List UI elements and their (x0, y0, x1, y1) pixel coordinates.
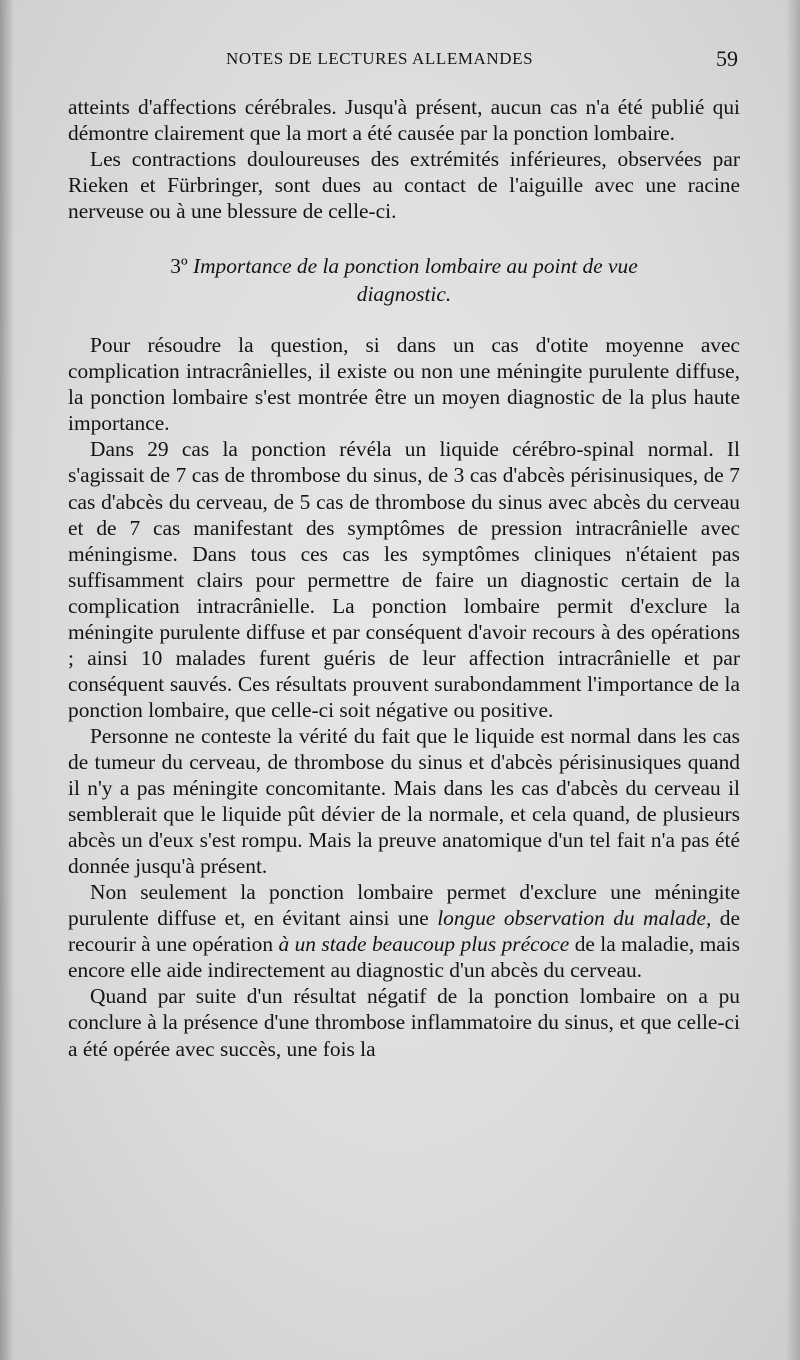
exclusion-emphasis-1: longue observation du malade, (437, 906, 712, 931)
paragraph-question: Pour résoudre la question, si dans un cas d'otite moyenne avec complication intracrânielles, il existe ou non une méningite purulente diffuse, la ponction lombaire s'est montrée être un moyen diagnostic de la plus haute importance. (68, 333, 740, 436)
section-title-line2: diagnostic. (356, 282, 452, 307)
paragraph-continuation: atteints d'affections cérébrales. Jusqu'à présent, aucun cas n'a été publié qui démontre clairement que la mort a été causée par la ponction lombaire. (68, 95, 740, 146)
exclusion-emphasis-2: à un stade beaucoup plus précoce (278, 932, 570, 957)
running-head (68, 46, 740, 74)
section-heading (68, 252, 740, 308)
section-number: 3º (170, 254, 188, 279)
page-right-edge (786, 0, 800, 1360)
exclusion-text-3: de la maladie, mais encore elle aide indirectement au diagnostic d'un abcès du cerveau. (68, 932, 740, 983)
paragraph-thrombosis: Quand par suite d'un résultat négatif de la ponction lombaire on a pu conclure à la présence d'une thrombose inflammatoire du sinus, et que celle-ci a été opérée avec succès, une fois la (68, 984, 740, 1061)
section-title-line1: Importance de la ponction lombaire au point de vue (192, 254, 638, 279)
exclusion-text-2: de recourir à une opération (68, 906, 740, 957)
paragraph-exclusion (68, 879, 740, 983)
running-title: NOTES DE LECTURES ALLEMANDES (226, 49, 534, 68)
page-number: 59 (716, 46, 738, 71)
paragraph-contractions: Les contractions douloureuses des extrémités inférieures, observées par Rieken et Fürbringer, sont dues au contact de l'aiguille avec une racine nerveuse ou à une blessure de celle-ci. (68, 147, 740, 224)
paragraph-cases: Dans 29 cas la ponction révéla un liquide cérébro-spinal normal. Il s'agissait de 7 cas de thrombose du sinus, de 3 cas d'abcès périsinusiques, de 7 cas d'abcès du cerveau, de 5 cas de thrombose du sinus avec abcès du cerveau et de 7 cas manifestant des symptômes de pression intracrânielle avec méningisme. Dans tous ces cas les symptômes cliniques n'étaient pas suffisamment clairs pour permettre de faire un diagnostic certain de la complication intracrânielle. La ponction lombaire permit d'exclure la méningite purulente diffuse et par conséquent d'avoir recours à des opérations ; ainsi 10 malades furent guéris de leur affection intracrânielle et par conséquent sauvés. Ces résultats prouvent surabondamment l'importance de la ponction lombaire, que celle-ci soit négative ou positive. (68, 437, 740, 722)
page-left-edge (0, 0, 14, 1360)
body-text (68, 94, 740, 1062)
exclusion-text-1: Non seulement la ponction lombaire permet d'exclure une méningite purulente diffuse et, en évitant ainsi une (68, 880, 740, 931)
paragraph-liquid: Personne ne conteste la vérité du fait que le liquide est normal dans les cas de tumeur du cerveau, de thrombose du sinus et d'abcès périsinusiques quand il n'y a pas méningite concomitante. Mais dans les cas d'abcès du cerveau il semblerait que le liquide pût dévier de la normale, et cela quand, de plusieurs abcès un d'eux s'est rompu. Mais la preuve anatomique d'un tel fait n'a pas été donnée jusqu'à présent. (68, 723, 740, 879)
